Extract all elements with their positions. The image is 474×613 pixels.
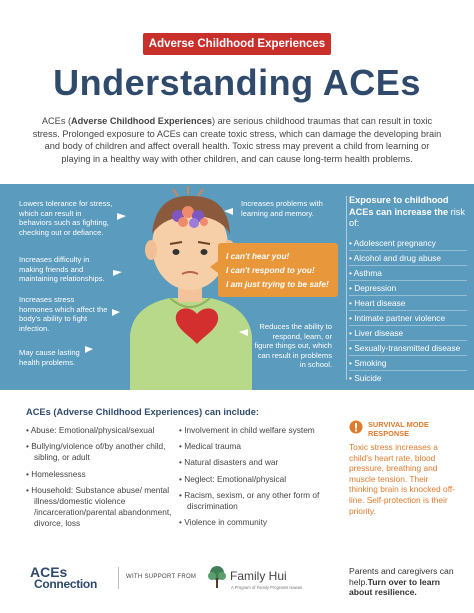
aces-connection-logo-sub: Connection: [34, 577, 97, 591]
arrow-icon: [117, 213, 126, 220]
arrow-icon: [112, 309, 120, 316]
list-item: • Intimate partner violence: [349, 311, 467, 326]
list-item: • Suicide: [349, 371, 467, 385]
list-item: • Adolescent pregnancy: [349, 236, 467, 251]
list-item: • Natural disasters and war: [179, 457, 329, 468]
list-item: • Asthma: [349, 266, 467, 281]
family-hui-logo: Family Hui: [230, 569, 287, 583]
page-title: Understanding ACEs: [53, 62, 421, 103]
alert-icon: [349, 420, 363, 434]
note-tolerance: Lowers tolerance for stress, which can result in behaviors such as fighting, checking out or defiance.: [19, 199, 113, 237]
arrow-icon: [224, 208, 233, 215]
aces-connection-logo: ACEs: [30, 564, 68, 580]
speech-line: I can't hear you!: [226, 251, 290, 261]
speech-line: I can't respond to you!: [226, 265, 315, 275]
header-tag: Adverse Childhood Experiences: [143, 33, 331, 55]
with-support-label: WITH SUPPORT FROM: [126, 574, 197, 580]
arrow-icon: [113, 270, 122, 276]
risk-header: Exposure to childhood ACEs can increase the risk of:: [349, 195, 465, 228]
includes-column-2: [179, 425, 329, 533]
list-item: • Racism, sexism, or any other form of discrimination: [179, 490, 329, 512]
list-item: • Involvement in child welfare system: [179, 425, 329, 436]
list-item: • Smoking: [349, 356, 467, 371]
family-hui-subtitle: A Program of Family Programs Hawaii: [231, 585, 302, 590]
list-item: • Liver disease: [349, 326, 467, 341]
speech-bubble: [218, 243, 338, 297]
list-item: • Neglect: Emotional/physical: [179, 474, 329, 485]
note-school: Reduces the ability to respond, learn, or figure things out, which can result in problems in school.: [254, 322, 332, 369]
list-item: • Heart disease: [349, 296, 467, 311]
note-hormones: Increases stress hormones which affect the body's ability to fight infection.: [19, 295, 108, 333]
list-item: • Sexually-transmitted disease: [349, 341, 467, 356]
note-friends: Increases difficulty in making friends and maintaining relationships.: [19, 255, 105, 283]
intro-paragraph: ACEs (Adverse Childhood Experiences) are serious childhood traumas that can result in toxic stress. Prolonged exposure to ACEs can create toxic stress, which can damage the developing brain and body of children and affect overall health. Toxic stress may prevent a child from learning or playing in a healthy way with other children, and can cause long-term health problems.: [32, 116, 442, 164]
note-learning: Increases problems with learning and memory.: [241, 199, 323, 218]
list-item: • Bullying/violence of/by another child, sibling, or adult: [26, 441, 172, 463]
list-item: • Homelessness: [26, 469, 172, 480]
survival-text: Toxic stress increases a child's heart rate, blood pressure, breathing and muscle tension. Their thinking brain is knocked off-line. Self-protection is their priority.: [349, 442, 455, 516]
note-health: May cause lasting health problems.: [19, 348, 80, 367]
list-item: • Depression: [349, 281, 467, 296]
risk-list: [349, 236, 467, 385]
list-item: • Alcohol and drug abuse: [349, 251, 467, 266]
footer-divider: [118, 567, 119, 589]
list-item: • Abuse: Emotional/physical/sexual: [26, 425, 172, 436]
list-item: • Household: Substance abuse/ mental illness/domestic violence /incarceration/parental abandonment, divorce, loss: [26, 485, 172, 530]
arrow-icon: [85, 346, 93, 353]
parents-callout: Parents and caregivers can help.Turn over to learn about resilience.: [349, 566, 454, 597]
band-divider: [346, 196, 347, 380]
risk-list-panel: [349, 195, 467, 385]
list-item: • Violence in community: [179, 517, 329, 528]
arrow-icon: [239, 329, 248, 336]
includes-column-1: [26, 425, 172, 535]
speech-line: I am just trying to be safe!: [226, 279, 329, 289]
includes-header: ACEs (Adverse Childhood Experiences) can include:: [26, 407, 259, 417]
survival-header: SURVIVAL MODE RESPONSE: [368, 420, 429, 438]
tree-icon: [206, 564, 228, 590]
list-item: • Medical trauma: [179, 441, 329, 452]
